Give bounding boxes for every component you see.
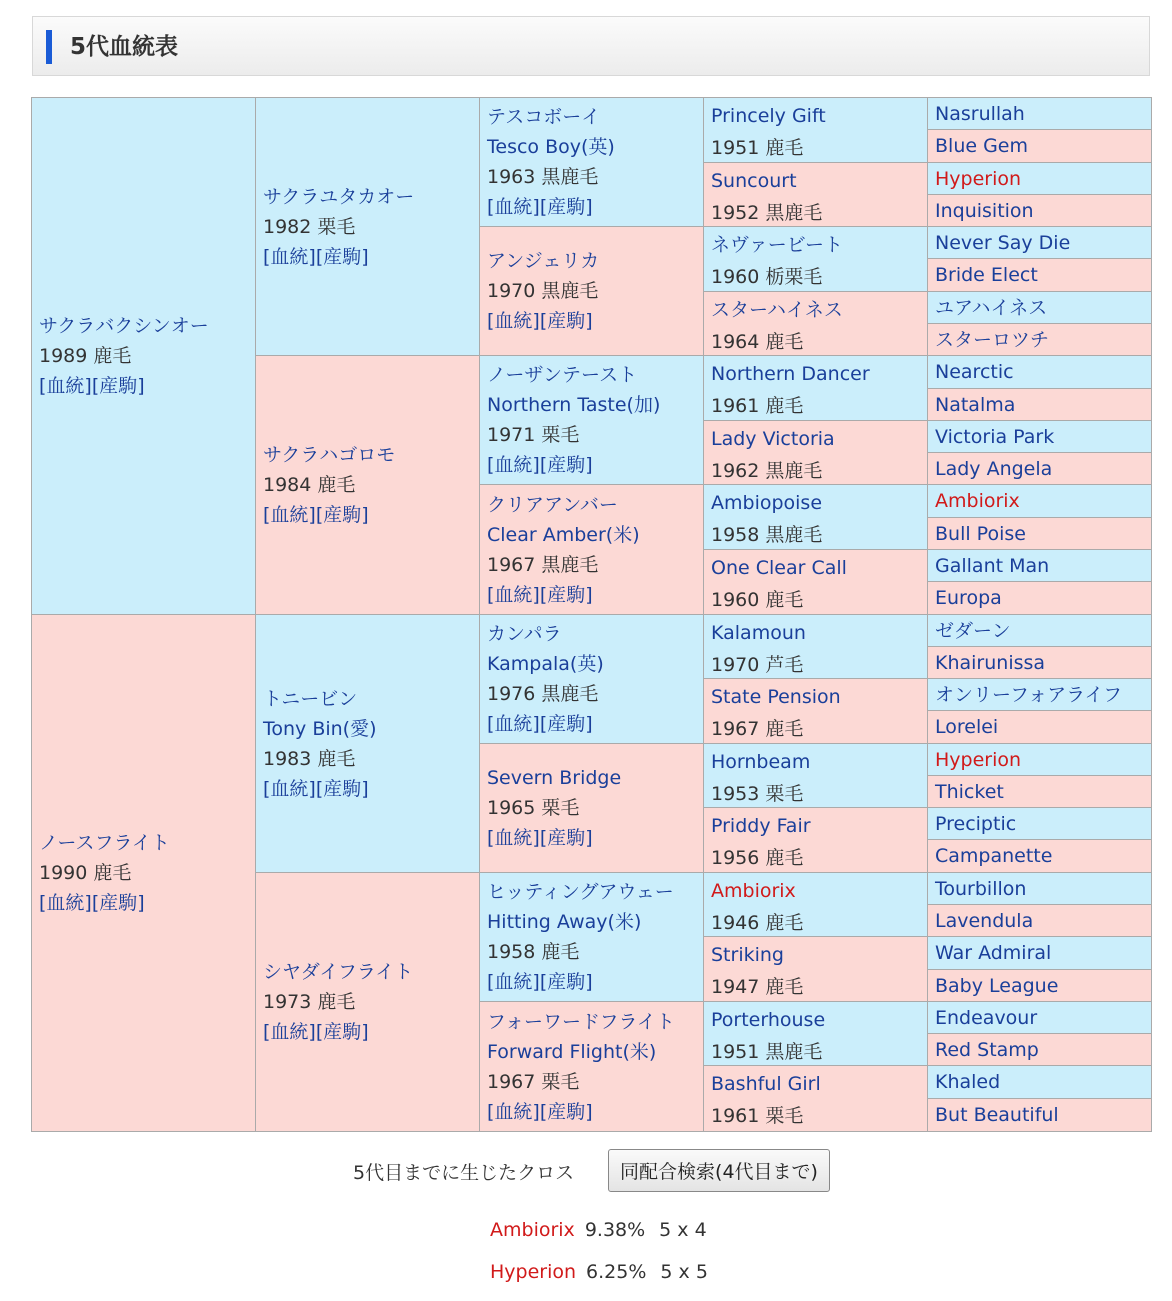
horse-name-link[interactable]: Ambiorix — [935, 490, 1020, 512]
pedigree-link[interactable]: [血統] — [263, 777, 316, 800]
horse-name-link[interactable]: Blue Gem — [935, 135, 1029, 157]
horse-birth-color: 1958 鹿毛 — [487, 941, 580, 963]
horse-name-link[interactable]: Ambiorix — [711, 880, 796, 902]
horse-name-link[interactable]: サクラバクシンオー — [39, 315, 209, 337]
progeny-link[interactable]: [産駒] — [539, 196, 593, 218]
pedigree-link[interactable]: [血統] — [487, 827, 540, 849]
progeny-link[interactable]: [産駒] — [539, 454, 593, 476]
cross-generations: 5 x 4 — [659, 1219, 707, 1241]
horse-links — [487, 306, 703, 336]
pedigree-link[interactable]: [血統] — [487, 713, 540, 735]
pedigree-cell-gen2 — [256, 356, 480, 615]
cross-percent: 9.38% — [584, 1219, 646, 1241]
horse-name-link[interactable]: ヒッティングアウェー — [487, 881, 674, 903]
pedigree-cell-gen1 — [32, 98, 256, 615]
horse-name-link[interactable]: War Admiral — [935, 942, 1052, 964]
pedigree-cell-gen5 — [928, 485, 1151, 518]
pedigree-cell-gen4 — [704, 292, 928, 356]
horse-links — [39, 888, 255, 918]
cross-horse-link[interactable]: Hyperion — [490, 1261, 577, 1283]
pedigree-cell-gen4 — [704, 615, 928, 679]
horse-links — [487, 192, 703, 222]
pedigree-cell-gen5 — [928, 550, 1151, 582]
horse-name-en-link[interactable]: Northern Taste(加) — [487, 394, 661, 416]
horse-name-link[interactable]: Bride Elect — [935, 264, 1038, 286]
horse-birth-color: 1964 鹿毛 — [711, 331, 804, 353]
horse-name-link[interactable]: ユアハイネス — [935, 296, 1048, 319]
horse-name-link[interactable]: Khaled — [935, 1071, 1001, 1093]
horse-birth-color: 1953 栗毛 — [711, 783, 804, 805]
pedigree-cell-gen2 — [256, 615, 480, 873]
horse-name-link[interactable]: テスコボーイ — [487, 106, 601, 128]
progeny-link[interactable]: [産駒] — [315, 245, 369, 268]
horse-birth-color: 1958 黒鹿毛 — [711, 524, 823, 546]
pedigree-link[interactable]: [血統] — [263, 504, 316, 526]
horse-links — [487, 709, 703, 739]
pedigree-cell-gen4 — [704, 744, 928, 808]
pedigree-cell-gen5 — [928, 744, 1151, 776]
horse-name-link[interactable]: Tourbillon — [935, 877, 1027, 900]
horse-name-link[interactable]: サクラハゴロモ — [263, 444, 396, 466]
horse-name-link[interactable]: Lorelei — [935, 716, 999, 738]
pedigree-cell-gen5 — [928, 582, 1151, 615]
horse-name-link[interactable]: Priddy Fair — [711, 815, 811, 837]
progeny-link[interactable]: [産駒] — [539, 583, 593, 606]
horse-name-link[interactable]: Striking — [711, 944, 784, 966]
horse-birth-color: 1960 栃栗毛 — [711, 266, 823, 288]
horse-links — [487, 967, 703, 997]
horse-name-link[interactable]: Nearctic — [935, 361, 1014, 383]
progeny-link[interactable]: [産駒] — [539, 310, 593, 332]
progeny-link[interactable]: [産駒] — [315, 504, 369, 526]
pedigree-cell-gen4 — [704, 873, 928, 937]
horse-birth-color: 1956 鹿毛 — [711, 847, 804, 869]
horse-name-en-link[interactable]: Clear Amber(米) — [487, 523, 640, 546]
horse-name-link[interactable]: Inquisition — [935, 199, 1034, 222]
horse-name-link[interactable]: Khairunissa — [935, 651, 1046, 674]
horse-name-link[interactable]: Lady Angela — [935, 457, 1053, 480]
horse-name-link[interactable]: クリアアンバー — [487, 493, 618, 516]
horse-name-link[interactable]: One Clear Call — [711, 557, 847, 579]
pedigree-cell-gen5 — [928, 227, 1151, 259]
pedigree-cell-gen3 — [480, 873, 704, 1002]
horse-links — [263, 242, 479, 272]
horse-name-link[interactable]: Princely Gift — [711, 105, 826, 127]
horse-name-link[interactable]: ゼダーン — [935, 619, 1011, 642]
horse-birth-color: 1961 鹿毛 — [711, 395, 804, 417]
progeny-link[interactable]: [産駒] — [91, 375, 145, 397]
horse-name-link[interactable]: Hyperion — [935, 167, 1022, 190]
horse-name-link[interactable]: スターハイネス — [711, 299, 843, 321]
pedigree-cell-gen5 — [928, 808, 1151, 840]
horse-name-link[interactable]: Europa — [935, 587, 1002, 609]
section-header — [32, 16, 1150, 76]
horse-birth-color: 1970 黒鹿毛 — [487, 280, 599, 302]
horse-name-en-link[interactable]: Hitting Away(米) — [487, 911, 642, 933]
horse-name-link[interactable]: フォーワードフライト — [487, 1010, 675, 1033]
pedigree-cell-gen4 — [704, 808, 928, 873]
cross-generations: 5 x 5 — [660, 1261, 708, 1283]
pedigree-cell-gen4 — [704, 485, 928, 550]
horse-birth-color: 1989 鹿毛 — [39, 345, 132, 367]
pedigree-table — [31, 97, 1152, 1132]
pedigree-cell-gen5 — [928, 453, 1151, 485]
horse-birth-color: 1990 鹿毛 — [39, 862, 132, 884]
pedigree-cell-gen5 — [928, 1034, 1151, 1066]
pedigree-link[interactable]: [血統] — [39, 892, 92, 914]
horse-name-link[interactable]: Endeavour — [935, 1006, 1038, 1029]
pedigree-link[interactable]: [血統] — [487, 971, 540, 993]
horse-name-link[interactable]: Gallant Man — [935, 554, 1050, 577]
pedigree-cell-gen5 — [928, 518, 1151, 550]
horse-name-link[interactable]: Suncourt — [711, 170, 797, 192]
pedigree-cell-gen4 — [704, 227, 928, 292]
horse-name-en-link[interactable]: Tony Bin(愛) — [263, 717, 377, 740]
pedigree-cell-gen5 — [928, 1066, 1151, 1099]
horse-birth-color: 1951 鹿毛 — [711, 137, 804, 159]
horse-birth-color: 1982 栗毛 — [263, 215, 356, 238]
pedigree-cell-gen2 — [256, 873, 480, 1131]
cross-label: 5代目までに生じたクロス — [353, 1161, 575, 1184]
horse-name-link[interactable]: カンパラ — [487, 623, 562, 645]
horse-name-link[interactable]: Porterhouse — [711, 1009, 826, 1031]
horse-birth-color: 1960 鹿毛 — [711, 589, 804, 611]
horse-birth-color: 1952 黒鹿毛 — [711, 202, 823, 224]
pedigree-cell-gen3 — [480, 227, 704, 356]
pedigree-cell-gen4 — [704, 98, 928, 163]
cross-horse-link[interactable]: Ambiorix — [490, 1219, 575, 1241]
header-accent-bar — [46, 30, 52, 64]
pedigree-cell-gen5 — [928, 1002, 1151, 1034]
pedigree-cell-gen5 — [928, 163, 1151, 195]
horse-name-link[interactable]: Never Say Die — [935, 231, 1071, 254]
horse-name-link[interactable]: トニービン — [263, 687, 358, 710]
horse-name-link[interactable]: スターロツチ — [935, 328, 1050, 351]
pedigree-cell-gen2 — [256, 98, 480, 356]
horse-birth-color: 1947 鹿毛 — [711, 976, 804, 998]
horse-name-link[interactable]: Victoria Park — [935, 425, 1055, 448]
progeny-link[interactable]: [産駒] — [315, 777, 369, 800]
pedigree-cell-gen5 — [928, 711, 1151, 744]
horse-name-link[interactable]: Hyperion — [935, 748, 1022, 771]
progeny-link[interactable]: [産駒] — [539, 713, 593, 735]
cross-item — [490, 1217, 707, 1243]
horse-birth-color: 1984 鹿毛 — [263, 474, 356, 496]
horse-name-link[interactable]: Bashful Girl — [711, 1073, 821, 1095]
pedigree-cell-gen5 — [928, 195, 1151, 227]
horse-birth-color: 1967 栗毛 — [487, 1070, 580, 1093]
horse-name-link[interactable]: Red Stamp — [935, 1038, 1039, 1061]
horse-birth-color: 1962 黒鹿毛 — [711, 460, 823, 482]
horse-links — [487, 823, 703, 853]
pedigree-link[interactable]: [血統] — [263, 1021, 316, 1043]
pedigree-cell-gen3 — [480, 744, 704, 873]
horse-birth-color: 1961 栗毛 — [711, 1105, 804, 1127]
pedigree-cell-gen4 — [704, 1002, 928, 1066]
horse-name-link[interactable]: State Pension — [711, 686, 841, 708]
horse-birth-color: 1970 芦毛 — [711, 654, 804, 676]
pedigree-cell-gen3 — [480, 356, 704, 485]
pedigree-link[interactable]: [血統] — [487, 310, 540, 332]
horse-birth-color: 1983 鹿毛 — [263, 747, 356, 770]
horse-name-link[interactable]: ノーザンテースト — [487, 364, 638, 386]
horse-links — [263, 1017, 479, 1047]
horse-links — [487, 580, 703, 610]
pedigree-cell-gen4 — [704, 163, 928, 227]
pedigree-cell-gen4 — [704, 679, 928, 744]
pedigree-cell-gen5 — [928, 421, 1151, 453]
horse-birth-color: 1967 黒鹿毛 — [487, 553, 599, 576]
horse-birth-color: 1967 鹿毛 — [711, 718, 804, 740]
horse-name-link[interactable]: ノースフライト — [39, 832, 170, 854]
pedigree-cell-gen3 — [480, 615, 704, 744]
horse-birth-color: 1946 鹿毛 — [711, 912, 804, 934]
pedigree-link[interactable]: [血統] — [263, 245, 316, 268]
pedigree-link[interactable]: [血統] — [487, 583, 540, 606]
horse-name-link[interactable]: Nasrullah — [935, 102, 1025, 125]
horse-name-link[interactable]: Campanette — [935, 845, 1053, 867]
horse-name-link[interactable]: Thicket — [935, 780, 1004, 803]
pedigree-cell-gen3 — [480, 1002, 704, 1131]
pedigree-cell-gen5 — [928, 840, 1151, 873]
cross-row — [353, 1150, 574, 1192]
horse-links — [487, 1097, 703, 1127]
pedigree-cell-gen4 — [704, 1066, 928, 1131]
progeny-link[interactable]: [産駒] — [539, 971, 593, 993]
horse-name-link[interactable]: Baby League — [935, 974, 1059, 997]
pedigree-cell-gen5 — [928, 615, 1151, 647]
section-title: 5代血統表 — [70, 34, 179, 60]
pedigree-cell-gen5 — [928, 679, 1151, 711]
horse-name-link[interactable]: ネヴァービート — [711, 234, 844, 256]
pedigree-cell-gen5 — [928, 98, 1151, 130]
horse-links — [263, 500, 479, 530]
horse-name-link[interactable]: サクラユタカオー — [263, 185, 415, 208]
pedigree-cell-gen4 — [704, 421, 928, 485]
pedigree-link[interactable]: [血統] — [487, 454, 540, 476]
horse-name-link[interactable]: Northern Dancer — [711, 363, 870, 385]
horse-name-en-link[interactable]: Forward Flight(米) — [487, 1040, 657, 1063]
horse-name-link[interactable]: アンジェリカ — [487, 250, 600, 272]
horse-name-link[interactable]: But Beautiful — [935, 1104, 1059, 1126]
progeny-link[interactable]: [産駒] — [539, 1100, 593, 1123]
cross-item — [490, 1259, 708, 1285]
pedigree-cell-gen5 — [928, 905, 1151, 937]
pedigree-cell-gen3 — [480, 98, 704, 227]
horse-name-link[interactable]: シヤダイフライト — [263, 961, 414, 983]
pedigree-cell-gen3 — [480, 485, 704, 615]
horse-name-en-link[interactable]: Kampala(英) — [487, 653, 604, 675]
pedigree-cell-gen5 — [928, 259, 1151, 292]
pedigree-cell-gen5 — [928, 356, 1151, 389]
horse-birth-color: 1976 黒鹿毛 — [487, 683, 599, 705]
pedigree-link[interactable]: [血統] — [487, 196, 540, 218]
horse-name-link[interactable]: Preciptic — [935, 812, 1017, 835]
pedigree-cell-gen5 — [928, 776, 1151, 808]
horse-name-link[interactable]: Bull Poise — [935, 522, 1026, 545]
pedigree-cell-gen5 — [928, 970, 1151, 1002]
progeny-link[interactable]: [産駒] — [91, 892, 145, 914]
horse-name-link[interactable]: Severn Bridge — [487, 767, 622, 789]
pedigree-link[interactable]: [血統] — [487, 1100, 540, 1123]
horse-name-en-link[interactable]: Tesco Boy(英) — [487, 136, 615, 158]
pedigree-link[interactable]: [血統] — [39, 375, 92, 397]
progeny-link[interactable]: [産駒] — [315, 1021, 369, 1043]
horse-birth-color: 1963 黒鹿毛 — [487, 166, 599, 188]
horse-name-link[interactable]: Hornbeam — [711, 751, 811, 773]
pedigree-cell-gen5 — [928, 873, 1151, 905]
pedigree-cell-gen5 — [928, 324, 1151, 356]
pedigree-cell-gen5 — [928, 647, 1151, 679]
horse-name-link[interactable]: Lady Victoria — [711, 428, 835, 450]
horse-name-link[interactable]: Lavendula — [935, 909, 1034, 932]
pedigree-cell-gen4 — [704, 937, 928, 1002]
pedigree-cell-gen4 — [704, 550, 928, 615]
horse-name-link[interactable]: オンリーフォアライフ — [935, 683, 1122, 706]
pedigree-cell-gen5 — [928, 1099, 1151, 1131]
progeny-link[interactable]: [産駒] — [539, 827, 593, 849]
pedigree-cell-gen5 — [928, 292, 1151, 324]
horse-name-link[interactable]: Kalamoun — [711, 622, 806, 644]
horse-name-link[interactable]: Natalma — [935, 393, 1016, 416]
pedigree-cell-gen1 — [32, 615, 256, 1131]
same-mating-search-button[interactable]: 同配合検索(4代目まで) — [608, 1149, 830, 1192]
cross-percent: 6.25% — [586, 1261, 647, 1283]
horse-name-link[interactable]: Ambiopoise — [711, 492, 823, 514]
horse-birth-color: 1965 栗毛 — [487, 797, 580, 819]
horse-links — [39, 371, 255, 401]
pedigree-cell-gen5 — [928, 389, 1151, 421]
pedigree-cell-gen5 — [928, 937, 1151, 970]
horse-birth-color: 1973 鹿毛 — [263, 991, 356, 1013]
pedigree-cell-gen5 — [928, 130, 1151, 163]
horse-birth-color: 1971 栗毛 — [487, 424, 580, 446]
horse-birth-color: 1951 黒鹿毛 — [711, 1041, 823, 1063]
horse-links — [487, 450, 703, 480]
horse-links — [263, 774, 479, 804]
pedigree-cell-gen4 — [704, 356, 928, 421]
